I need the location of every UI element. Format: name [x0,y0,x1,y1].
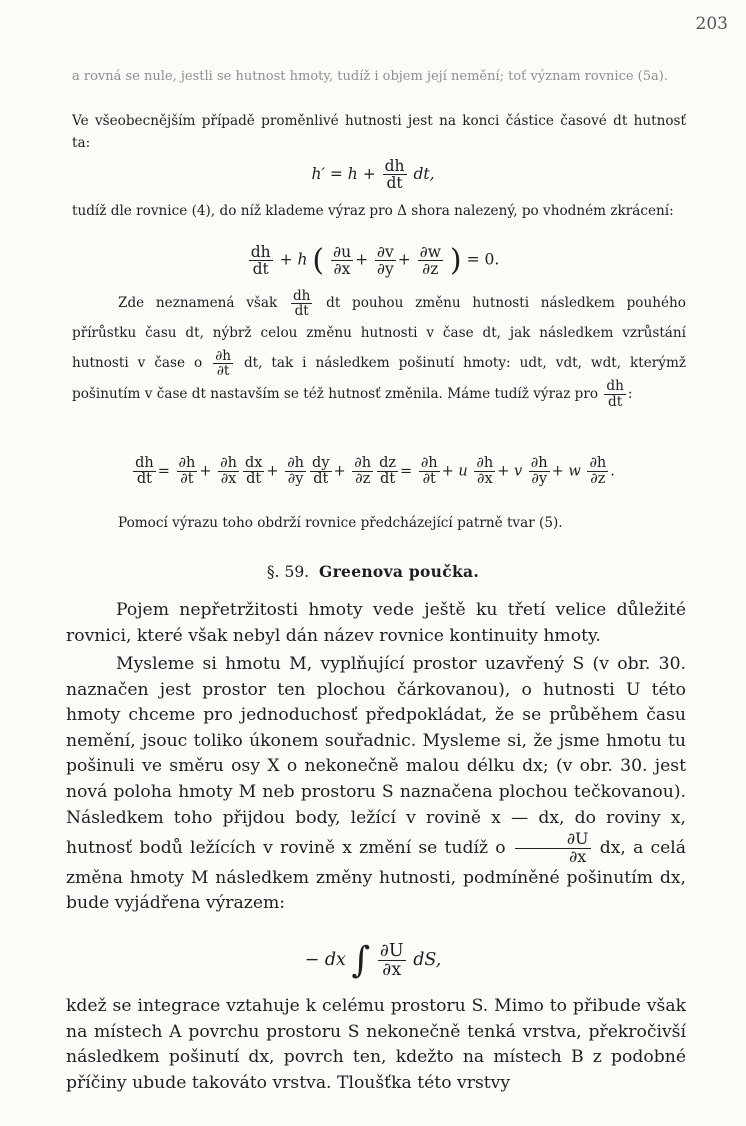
paragraph-2: Ve všeobecnějším případě proměnlivé hutnosti jest na konci částice časové dt hutnosť ta: [72,113,686,151]
paragraph-7: Mysleme si hmotu M, vyplňující prostor uzavřený S (v obr. 30. naznačen jest prostor ten plochou čárkovanou), o hutnosti U této hmoty chceme pro jednoduchosť předpokládat, že se průběhem času nemění, jsouc toliko úkonem souřadnic. Mysleme si, že jsme hmotu tu pošinuli ve směru osy X o nekonečně malou délku dx; (v obr. 30. jest nová poloha hmoty M neb prostoru S naznačena plochou tečkovanou). Následkem toho přijdou body, ležící v rovině x — dx, do roviny x, hutnosť bodů ležících v rovině x změní se tudíž o $\frac{\partial U}{\partial x}$ dx, a celá změna hmoty M následkem změny hutnosti, podmíněné pošinutím dx, bude vyjádřena výrazem: [66,654,687,914]
fraction: $\frac{dh}{dt}$ [384,157,405,193]
equation-2: $\frac{dh}{dt}$ + h ( $\frac{\partial u}{\partial x}$ + $\frac{\partial v}{\partial y}$ + $\frac{\partial w}{\partial z}$ ) = 0. [250,242,500,278]
equation-4: − dx ∫ $\frac{\partial U}{\partial x}$ dS, [304,940,442,981]
paragraph-3: tudíž dle rovnice (4), do níž klademe výraz pro Δ shora nalezený, po vhodném zkrácení: [72,203,674,219]
paragraph-8: kdež se integrace vztahuje k celému prostoru S. Mimo to přibude však na místech A povrchu prostoru S nekonečně tenká vrstva, překročivší následkem pošinutí dx, povrch ten, kdežto na místech B z podobné příčiny ubude takováto vrstva. Tloušťka této vrstvy [66,996,686,1093]
equation-1: h′ = h + $\frac{dh}{dt}$ dt, [311,157,435,193]
page-number: 203 [695,14,728,34]
paragraph-1: a rovná se nule, jestli se hutnost hmoty, tudíž i objem její nemění; toť význam rovnice (5a). [72,69,668,84]
paragraph-5: Pomocí výrazu toho obdrží rovnice předcházející patrně tvar (5). [118,515,563,531]
equation-3: $\frac{dh}{dt}$ = $\frac{\partial h}{\partial t}$ + $\frac{\partial h}{\partial x}$ $\frac{dx}{dt}$ + $\frac{\partial h}{\partial y}$ $\frac{dy}{dt}$ + $\frac{\partial h}{\partial z}$ $\frac{dz}{dt}$ = $\frac{\partial h}{\partial t}$ + u $\frac{\partial h}{\partial x}$ + v $\frac{\partial h}{\partial y}$ + w $\frac{\partial h}{\partial z}$ . [135,455,615,488]
paragraph-4: Zde neznamená však $\frac{dh}{dt}$ dt pouhou změnu hutnosti následkem pouhého přírůstku času dt, nýbrž celou změnu hutnosti v čase dt, jak následkem vzrůstání hutnosti v čase o $\frac{\partial h}{\partial t}$ dt, tak i následkem pošinutí hmoty: udt, vdt, wdt, kterýmž pošinutím v čase dt nastavším se též hutnosť změnila. Máme tudíž výraz pro $\frac{dh}{dt}$ : [72,287,686,410]
paragraph-6: Pojem nepřetržitosti hmoty vede ještě ku třetí velice důležité rovnici, které však nebyl dán název rovnice kontinuity hmoty. [66,600,686,646]
section-heading: §. 59. Greenova poučka. [266,562,480,581]
